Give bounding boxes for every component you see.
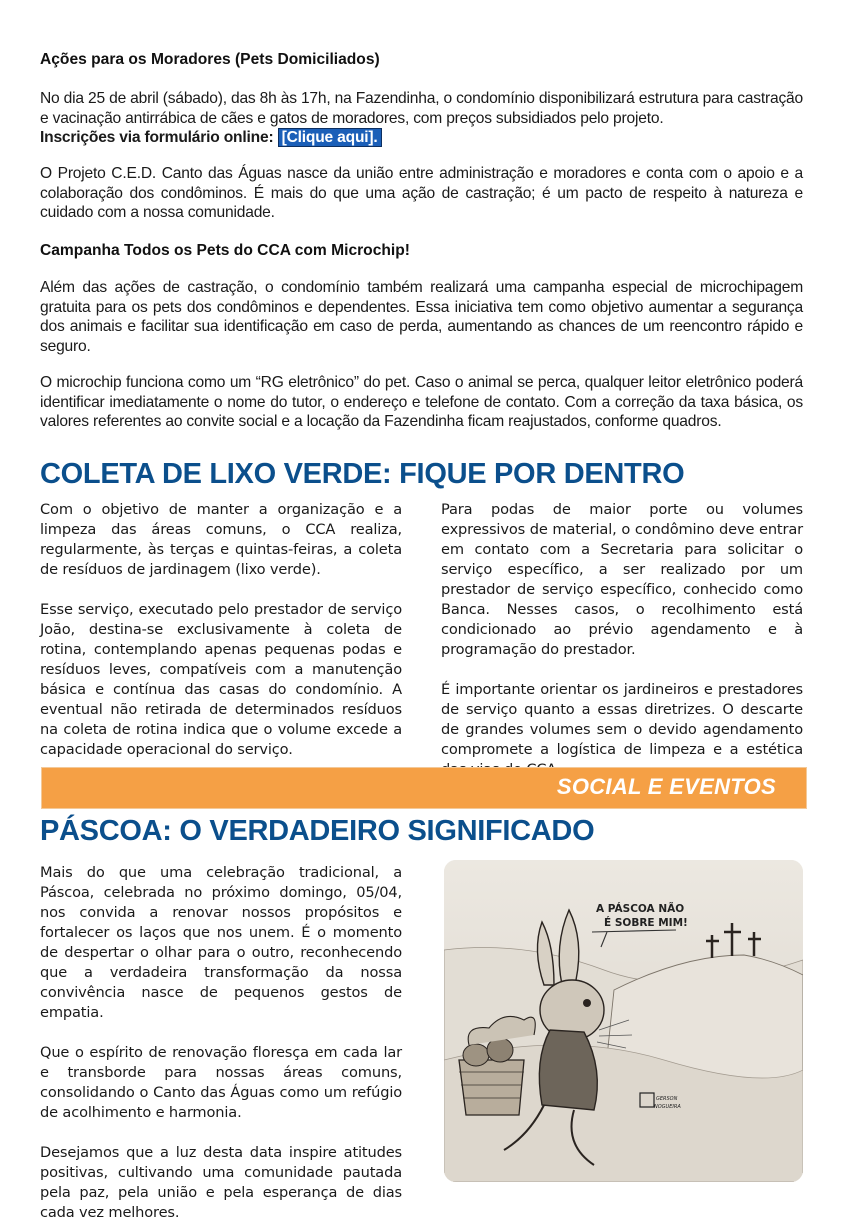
signature-line-1: GERSON (656, 1096, 678, 1102)
pascoa-paragraph: Mais do que uma celebração tradicional, a Páscoa, celebrada no próximo domingo, 05/04, nos convida a renovar nossos propósitos e fortalecer os laços que nos unem. É o momento de despertar o olhar para o outro, reconhecendo que a verdadeira transformação da nossa convivência nasce de pequenos gestos de empatia. (40, 864, 402, 1021)
register-link-suffix: . (373, 129, 378, 146)
section-title-pets: Ações para os Moradores (Pets Domiciliados) (40, 51, 380, 68)
easter-illustration (444, 860, 803, 1182)
signature-line-2: NOGUEIRA (654, 1104, 681, 1110)
section-title-microchip: Campanha Todos os Pets do CCA com Microchip! (40, 242, 410, 259)
registration-label: Inscrições via formulário online: (40, 129, 274, 146)
lixo-verde-left-column (40, 500, 402, 760)
pascoa-paragraph: Que o espírito de renovação floresça em cada lar e transborde para nossas áreas comuns, consolidando o Canto das Águas como um refúgio de acolhimento e harmonia. (40, 1044, 402, 1121)
project-paragraph: O Projeto C.E.D. Canto das Águas nasce da união entre administração e moradores e conta com o apoio e a colaboração dos condôminos. É mais do que uma ação de castração; é um pacto de respeito à natureza e cuidado com a nossa comunidade. (40, 165, 803, 221)
lixo-verde-paragraph: Com o objetivo de manter a organização e a limpeza das áreas comuns, o CCA realiza, regularmente, às terças e quintas-feiras, a coleta de resíduos de jardinagem (lixo verde). (40, 501, 402, 578)
castration-paragraph (40, 89, 803, 148)
register-link-text[interactable]: [Clique aqui] (281, 129, 374, 146)
speech-line-2: É SOBRE MIM! (604, 917, 688, 929)
lixo-verde-paragraph: Esse serviço, executado pelo prestador de serviço João, destina-se exclusivamente à coleta de rotina, contemplando apenas pequenas podas e resíduos leves, compatíveis com a manutenção básica e contínua das casas do condomínio. A eventual não retirada de determinados resíduos na coleta de rotina indica que o volume excede a capacidade operacional do serviço. (40, 601, 402, 758)
lixo-verde-paragraph: É importante orientar os jardineiros e prestadores de serviço quanto a essas diretrizes. O descarte de grandes volumes sem o devido agendamento compromete a logística de limpeza e a estética (441, 681, 803, 758)
banner-label: SOCIAL E EVENTOS (556, 774, 776, 799)
lixo-verde-paragraph: Para podas de maior porte ou volumes expressivos de material, o condômino deve entrar em contato com a Secretaria para solicitar o serviço específico, a ser realizado por um prestador de serviço específico, conhecido como Banca. Nesses casos, o recolhimento está condicionado ao prévio agendamento e à programação do prestador. (441, 501, 803, 658)
microchip-paragraph-2: O microchip funciona como um “RG eletrônico” do pet. Caso o animal se perca, qualquer leitor eletrônico poderá identificar imediatamente o nome do tutor, o endereço e telefone de contato. Com a correção da taxa básica, os valores referentes ao convite social e a locação da Fazendinha ficam reajustados, conforme quadros. (40, 374, 803, 430)
speech-line-1: A PÁSCOA NÃO (596, 903, 685, 915)
castration-text: No dia 25 de abril (sábado), das 8h às 17h, na Fazendinha, o condomínio disponibilizará estrutura para castração e vacinação antirrábica de cães e gatos de moradores, com preços subsidiados pelo projeto. (40, 90, 803, 127)
easter-cartoon (444, 860, 803, 1182)
register-link[interactable] (278, 128, 382, 147)
section-banner-social (42, 768, 806, 808)
pascoa-paragraph: Desejamos que a luz desta data inspire atitudes positivas, cultivando uma comunidade pautada pela paz, pela união e pela esperança de dias cada vez melhores. (40, 1144, 402, 1221)
pascoa-text-column (40, 863, 402, 1223)
lixo-verde-heading: COLETA DE LIXO VERDE: FIQUE POR DENTRO (40, 458, 685, 490)
pascoa-heading: PÁSCOA: O VERDADEIRO SIGNIFICADO (40, 815, 595, 847)
microchip-paragraph-1: Além das ações de castração, o condomínio também realizará uma campanha especial de microchipagem gratuita para os pets dos condôminos e dependentes. Essa iniciativa tem como objetivo aumentar a segurança dos animais e facilitar sua identificação em caso de perda, aumentando as chances de um reencontro rápido e seguro. (40, 279, 803, 355)
lixo-verde-right-column (441, 500, 803, 780)
